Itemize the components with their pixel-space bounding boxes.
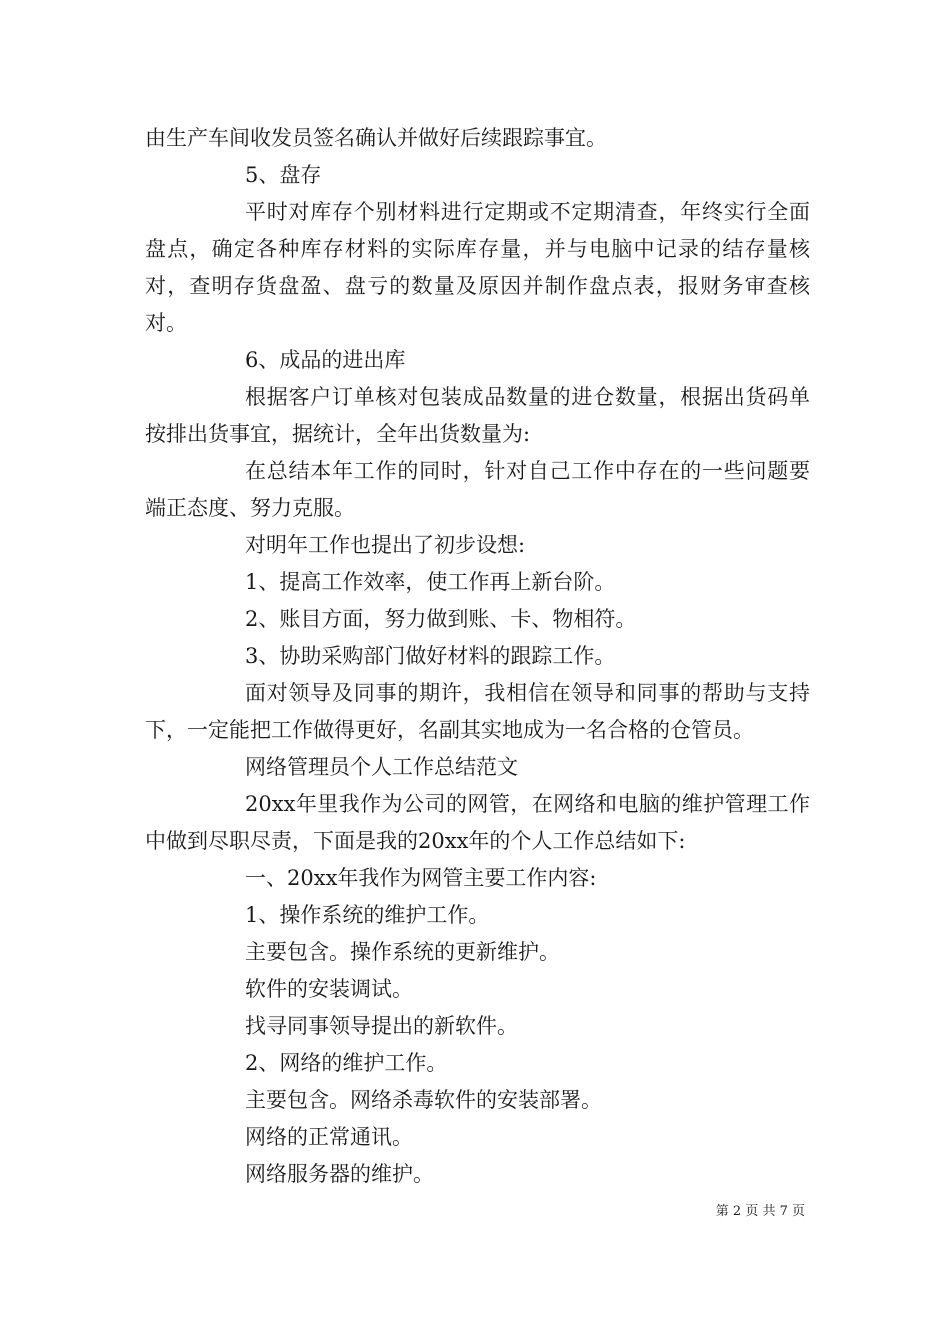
paragraph-21: 网络服务器的维护。 [245,1162,434,1186]
section-heading: 网络管理员个人工作总结范文 [245,755,518,779]
paragraph-4: 根据客户订单核对包装成品数量的进仓数量，根据出货码单按排出货事宜，据统计，全年出货数量为: [145,385,810,446]
paragraph-9: 3、协助采购部门做好材料的跟踪工作。 [245,644,616,668]
paragraph-13: 一、20xx年我作为网管主要工作内容: [245,866,597,890]
page-number-footer: 第 2 页 共 7 页 [715,1204,805,1219]
paragraph-12: 20xx年里我作为公司的网管，在网络和电脑的维护管理工作中做到尽职尽责，下面是我的20xx年的个人工作总结如下: [145,792,810,853]
paragraph-17: 找寻同事领导提出的新软件。 [245,1014,518,1038]
paragraph-7: 1、提高工作效率，使工作再上新台阶。 [245,570,616,594]
paragraph-3: 6、成品的进出库 [245,348,406,372]
paragraph-18: 2、网络的维护工作。 [245,1051,448,1075]
paragraph-2: 平时对库存个别材料进行定期或不定期清查，年终实行全面盘点，确定各种库存材料的实际库存量，并与电脑中记录的结存量核对，查明存货盘盈、盘亏的数量及原因并制作盘点表，报财务审查核对。 [145,200,810,335]
paragraph-6: 对明年工作也提出了初步设想: [245,533,526,557]
paragraph-16: 软件的安装调试。 [245,977,413,1001]
paragraph-0: 由生产车间收发员签名确认并做好后续跟踪事宜。 [145,126,607,150]
paragraph-14: 1、操作系统的维护工作。 [245,903,490,927]
paragraph-19: 主要包含。网络杀毒软件的安装部署。 [245,1088,602,1112]
paragraph-15: 主要包含。操作系统的更新维护。 [245,940,560,964]
paragraph-1: 5、盘存 [245,163,322,187]
paragraph-5: 在总结本年工作的同时，针对自己工作中存在的一些问题要端正态度、努力克服。 [145,459,810,520]
document-body [145,120,810,1193]
paragraph-10: 面对领导及同事的期许，我相信在领导和同事的帮助与支持下，一定能把工作做得更好，名副其实地成为一名合格的仓管员。 [145,681,810,742]
paragraph-8: 2、账目方面，努力做到账、卡、物相符。 [245,607,637,631]
paragraph-20: 网络的正常通讯。 [245,1125,413,1149]
